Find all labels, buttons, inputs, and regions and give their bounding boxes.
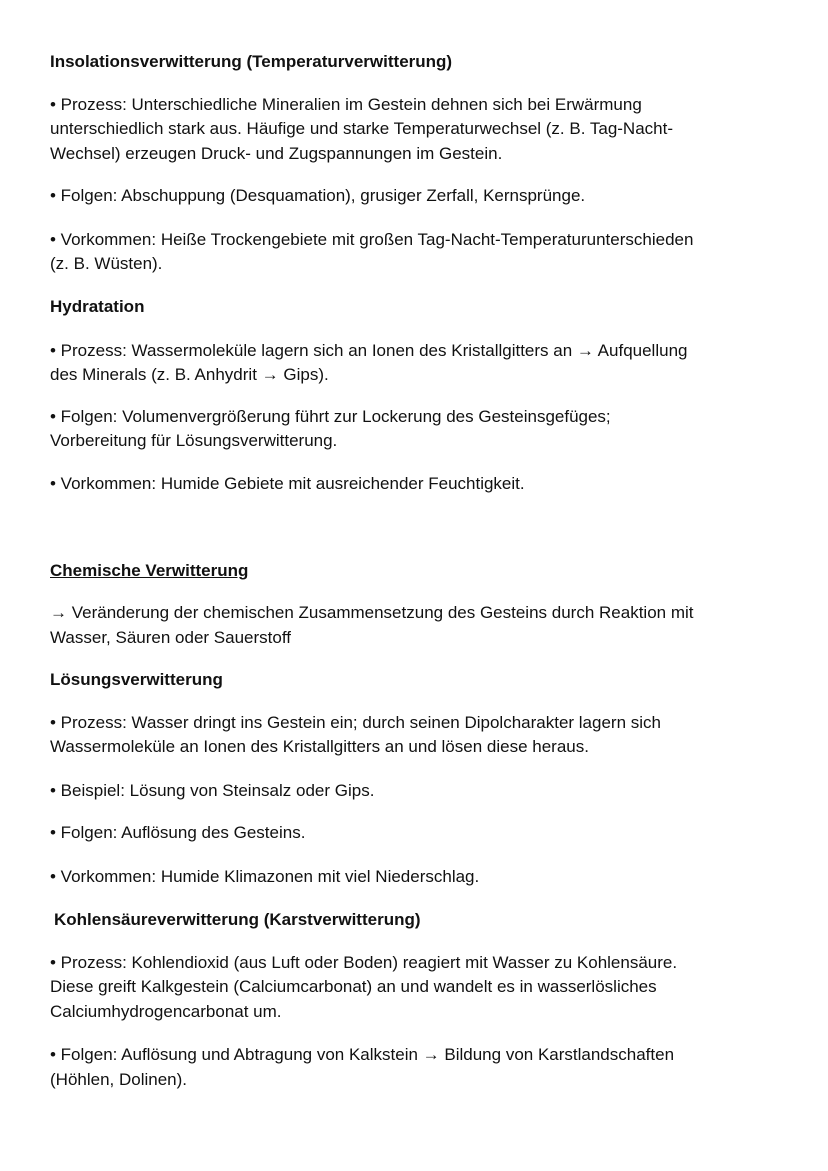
kohlensaeure-prozess-line-3: Calciumhydrogencarbonat um.: [50, 1002, 282, 1021]
insolation-prozess-line-1: • Prozess: Unterschiedliche Mineralien im Gestein dehnen sich bei Erwärmung: [50, 95, 642, 114]
insolation-folgen: • Folgen: Abschuppung (Desquamation), grusiger Zerfall, Kernsprünge.: [50, 186, 586, 205]
chemisch-intro-line-1: → Veränderung der chemischen Zusammensetzung des Gesteins durch Reaktion mit: [50, 603, 694, 622]
hydratation-prozess-line-1: • Prozess: Wassermoleküle lagern sich an Ionen des Kristallgitters an → Aufquellung: [50, 341, 688, 360]
hydratation-folgen-line-1: • Folgen: Volumenvergrößerung führt zur Lockerung des Gesteinsgefüges;: [50, 407, 611, 426]
loesung-vorkommen: • Vorkommen: Humide Klimazonen mit viel Niederschlag.: [50, 867, 480, 886]
heading-insolationsverwitterung: Insolationsverwitterung (Temperaturverwitterung): [50, 52, 453, 71]
loesung-folgen: • Folgen: Auflösung des Gesteins.: [50, 823, 306, 842]
kohlensaeure-prozess-line-2: Diese greift Kalkgestein (Calciumcarbonat) an und wandelt es in wasserlösliches: [50, 977, 657, 996]
kohlensaeure-folgen-line-2: (Höhlen, Dolinen).: [50, 1070, 188, 1089]
chemisch-intro-line-2: Wasser, Säuren oder Sauerstoff: [50, 628, 291, 647]
insolation-vorkommen-line-1: • Vorkommen: Heiße Trockengebiete mit großen Tag-Nacht-Temperaturunterschieden: [50, 230, 694, 249]
hydratation-folgen-line-2: Vorbereitung für Lösungsverwitterung.: [50, 431, 338, 450]
kohlensaeure-prozess-line-1: • Prozess: Kohlendioxid (aus Luft oder Boden) reagiert mit Wasser zu Kohlensäure.: [50, 953, 678, 972]
loesung-prozess-line-1: • Prozess: Wasser dringt ins Gestein ein; durch seinen Dipolcharakter lagern sich: [50, 713, 661, 732]
loesung-beispiel: • Beispiel: Lösung von Steinsalz oder Gips.: [50, 781, 375, 800]
heading-hydratation: Hydratation: [50, 297, 145, 316]
hydratation-vorkommen: • Vorkommen: Humide Gebiete mit ausreichender Feuchtigkeit.: [50, 474, 525, 493]
hydratation-prozess-line-2: des Minerals (z. B. Anhydrit → Gips).: [50, 365, 329, 384]
heading-loesungsverwitterung: Lösungsverwitterung: [50, 670, 223, 689]
insolation-prozess-line-2: unterschiedlich stark aus. Häufige und starke Temperaturwechsel (z. B. Tag-Nacht-: [50, 119, 673, 138]
kohlensaeure-folgen-line-1: • Folgen: Auflösung und Abtragung von Kalkstein → Bildung von Karstlandschaften: [50, 1045, 675, 1064]
insolation-prozess-line-3: Wechsel) erzeugen Druck- und Zugspannungen im Gestein.: [50, 144, 503, 163]
heading-chemische-verwitterung: Chemische Verwitterung: [50, 561, 249, 580]
insolation-vorkommen-line-2: (z. B. Wüsten).: [50, 254, 163, 273]
loesung-prozess-line-2: Wassermoleküle an Ionen des Kristallgitters an und lösen diese heraus.: [50, 737, 589, 756]
heading-kohlensaeureverwitterung: Kohlensäureverwitterung (Karstverwitterung): [54, 910, 421, 929]
